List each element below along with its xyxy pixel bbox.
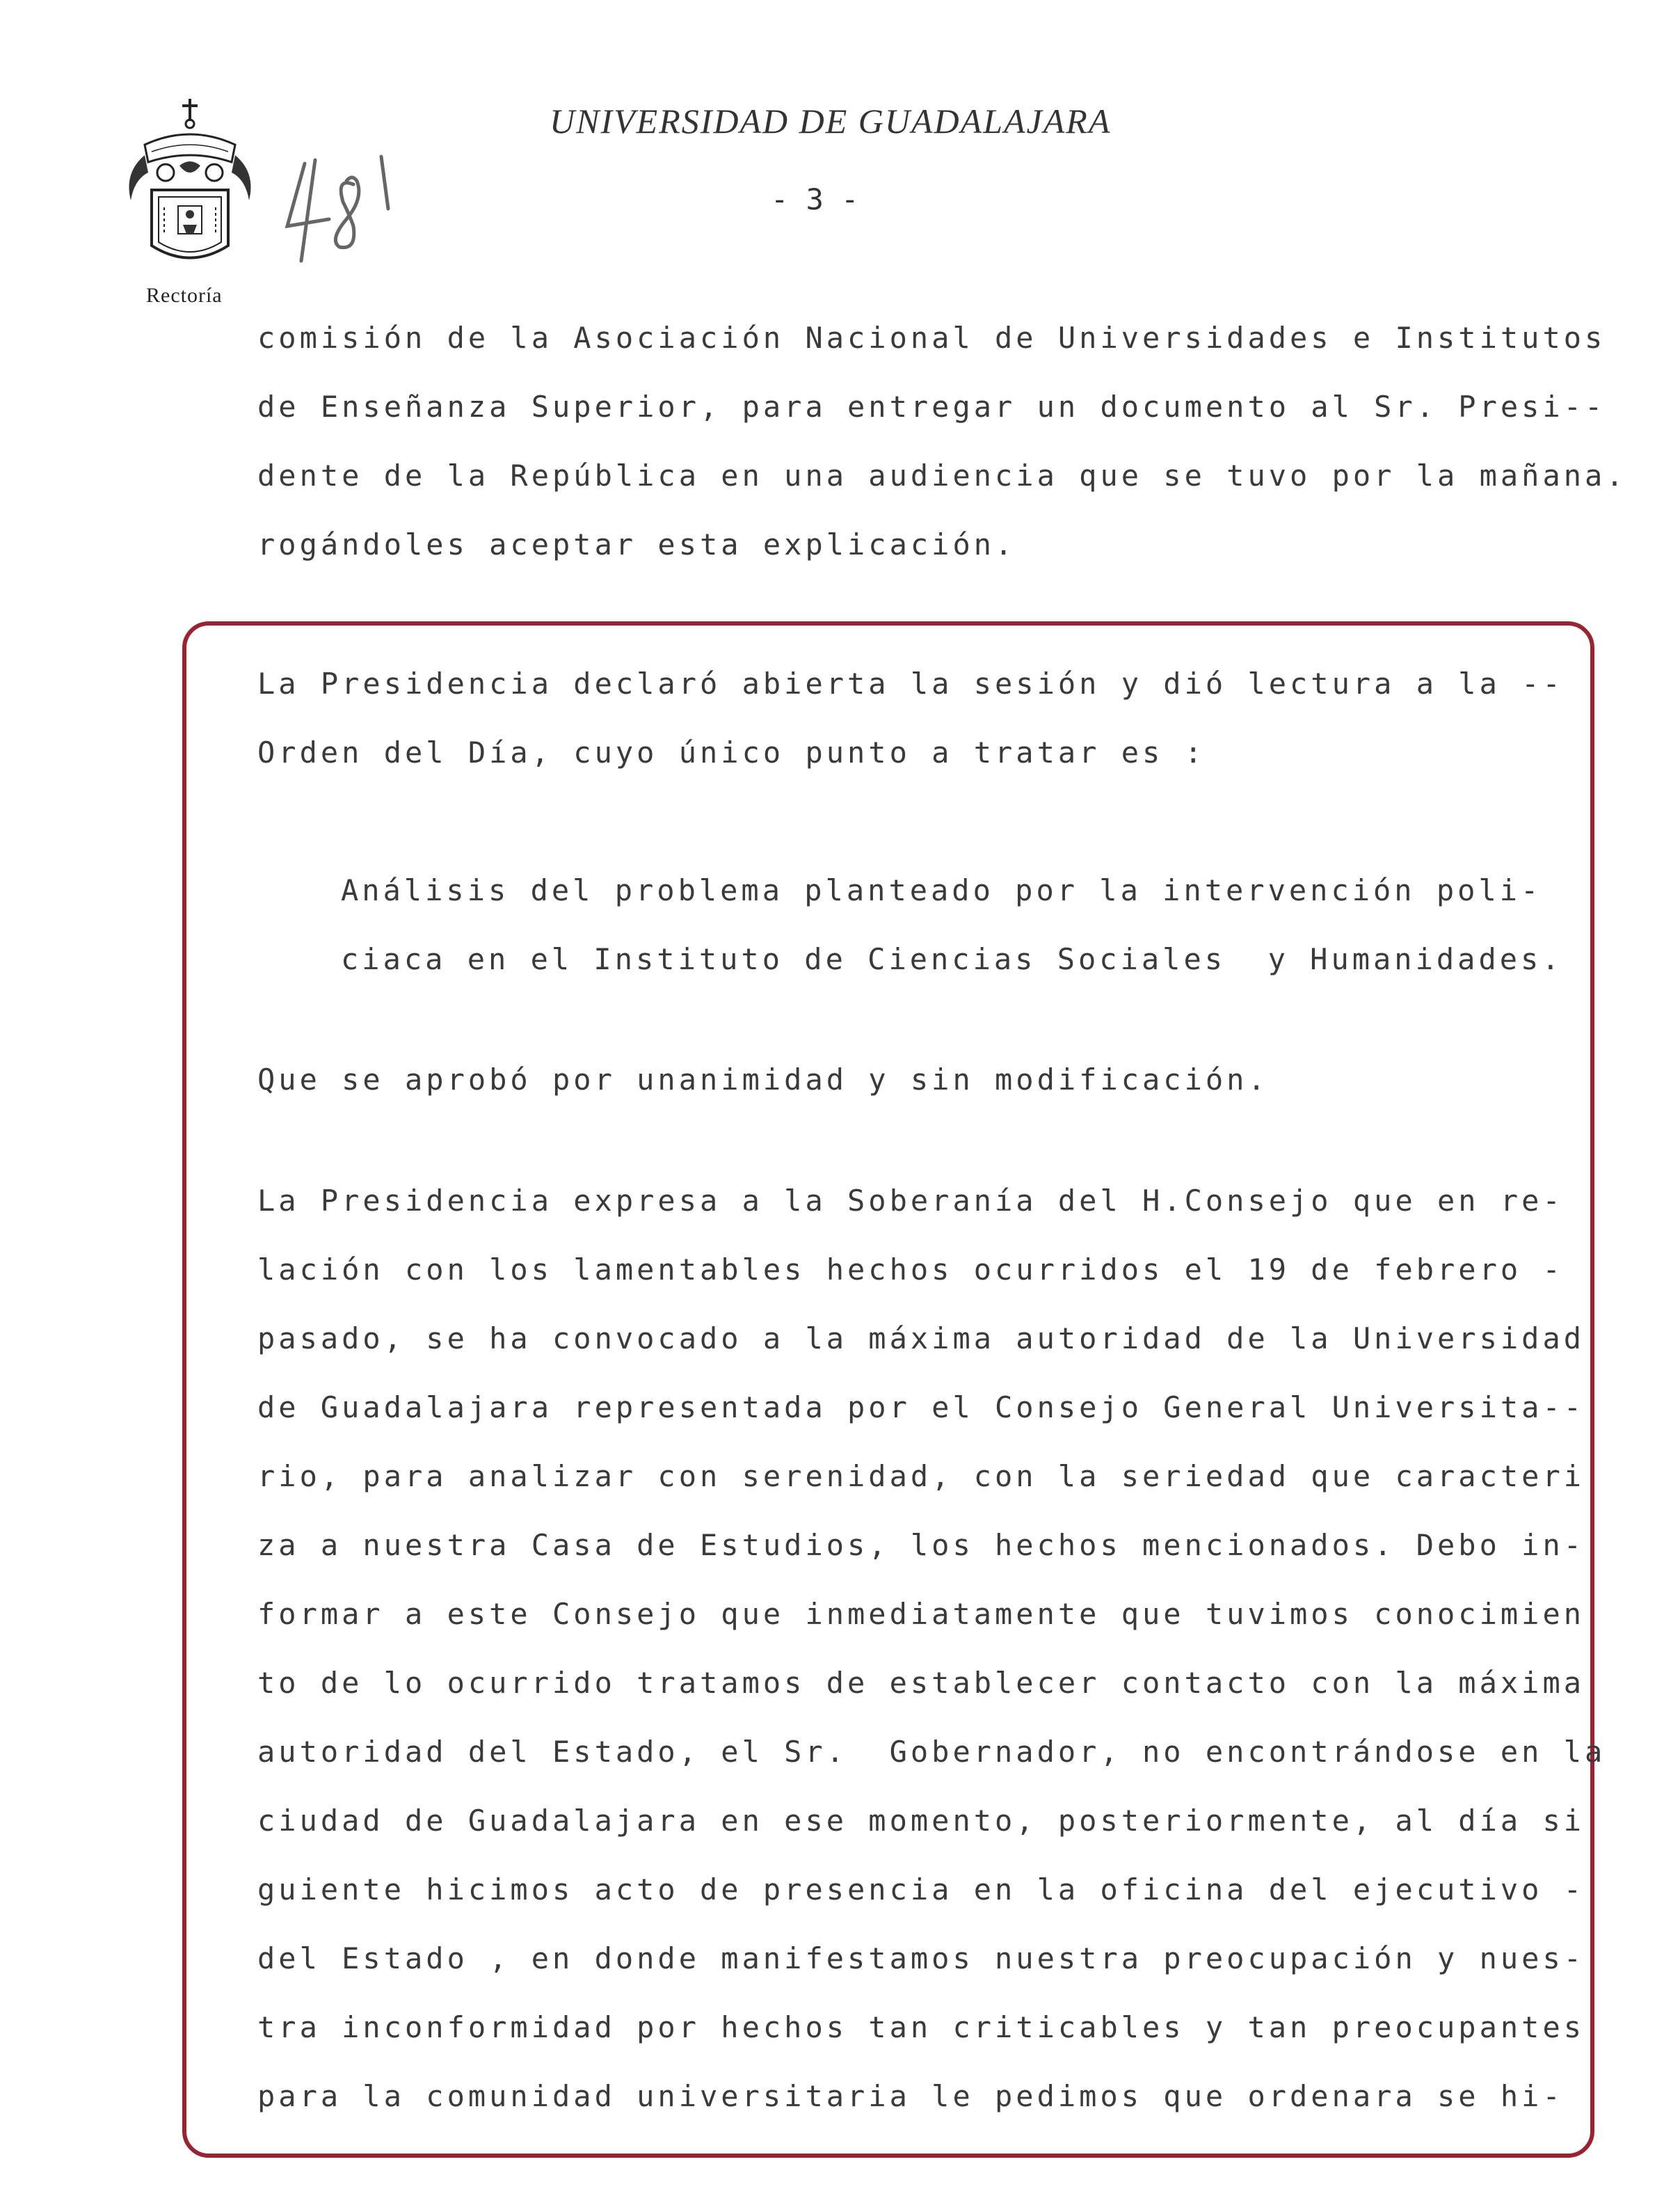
intro-line: rogándoles aceptar esta explicación.: [257, 527, 1016, 562]
intro-line: comisión de la Asociación Nacional de Universidades e Institutos: [257, 321, 1606, 355]
statement-line: La Presidencia expresa a la Soberanía del H.Consejo que en re-: [257, 1184, 1564, 1218]
institution-title: UNIVERSIDAD DE GUADALAJARA: [550, 102, 1112, 141]
intro-line: dente de la República en una audiencia que se tuvo por la mañana.: [257, 459, 1627, 493]
page-number: - 3 -: [771, 182, 859, 216]
statement-line: za a nuestra Casa de Estudios, los hechos mencionados. Debo in-: [257, 1528, 1585, 1562]
office-label: Rectoría: [146, 284, 223, 307]
statement-line: to de lo ocurrido tratamos de establecer contacto con la máxima: [257, 1666, 1585, 1700]
statement-line: guiente hicimos acto de presencia en la oficina del ejecutivo -: [257, 1872, 1585, 1907]
statement-line: autoridad del Estado, el Sr. Gobernador, no encontrándose en la: [257, 1735, 1606, 1769]
opening-line: Orden del Día, cuyo único punto a tratar es :: [257, 735, 1206, 770]
highlighted-section-box: [182, 621, 1594, 2158]
approval-line: Que se aprobó por unanimidad y sin modificación.: [257, 1063, 1269, 1097]
handwritten-folio-number: [277, 150, 402, 268]
statement-line: pasado, se ha convocado a la máxima autoridad de la Universidad: [257, 1321, 1585, 1355]
statement-line: para la comunidad universitaria le pedimos que ordenara se hi-: [257, 2079, 1564, 2113]
university-seal: [117, 96, 263, 270]
opening-line: La Presidencia declaró abierta la sesión y dió lectura a la --: [257, 667, 1564, 701]
statement-line: ciudad de Guadalajara en ese momento, posteriormente, al día si: [257, 1804, 1585, 1838]
statement-line: del Estado , en donde manifestamos nuestra preocupación y nues-: [257, 1941, 1585, 1975]
statement-line: lación con los lamentables hechos ocurridos el 19 de febrero -: [257, 1252, 1564, 1287]
statement-line: tra inconformidad por hechos tan criticables y tan preocupantes: [257, 2010, 1585, 2044]
intro-line: de Enseñanza Superior, para entregar un documento al Sr. Presi--: [257, 390, 1606, 424]
agenda-line: ciaca en el Instituto de Ciencias Sociales y Humanidades.: [341, 942, 1563, 976]
statement-line: de Guadalajara representada por el Consejo General Universita--: [257, 1390, 1585, 1424]
statement-line: rio, para analizar con serenidad, con la seriedad que caracteri: [257, 1459, 1585, 1493]
agenda-line: Análisis del problema planteado por la intervención poli-: [341, 873, 1542, 907]
seal-emblem-icon: [117, 96, 263, 270]
statement-line: formar a este Consejo que inmediatamente que tuvimos conocimien: [257, 1597, 1585, 1631]
